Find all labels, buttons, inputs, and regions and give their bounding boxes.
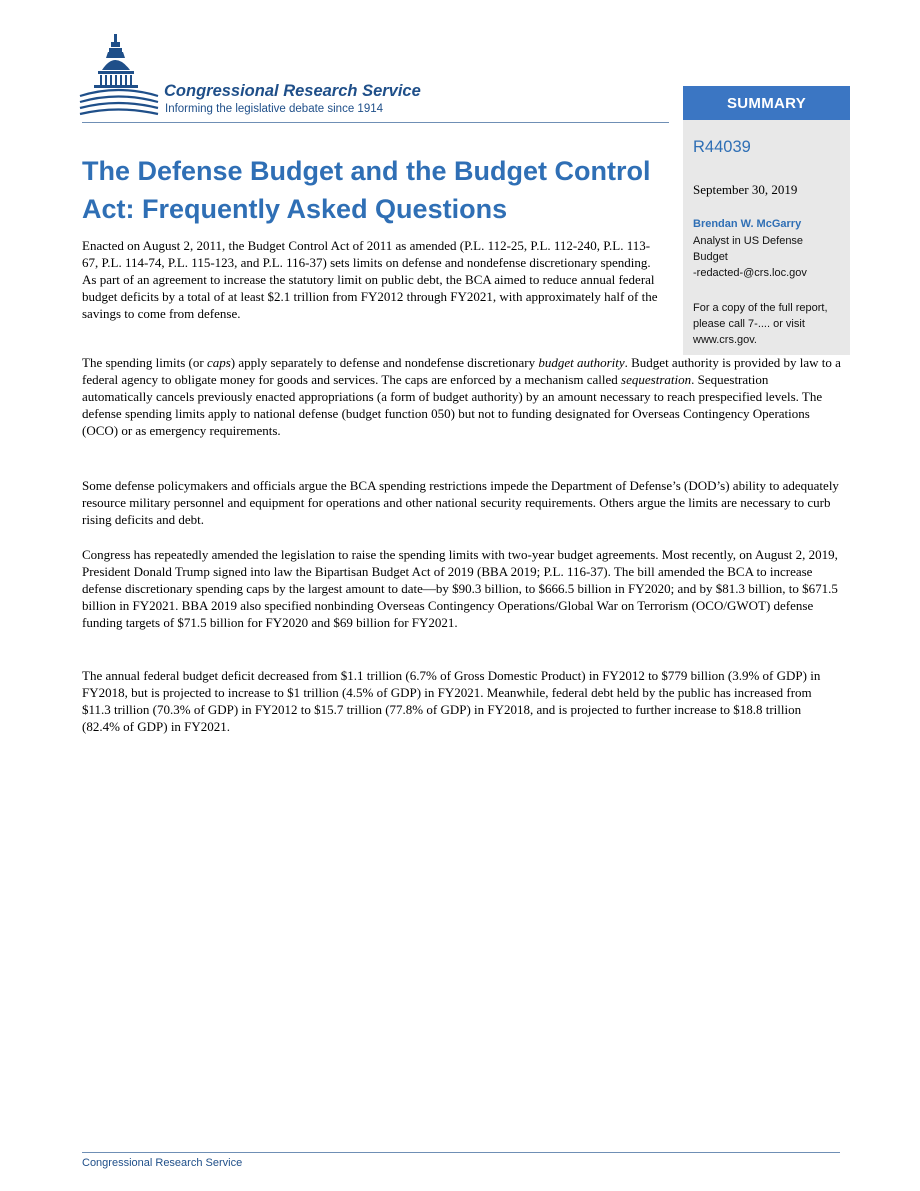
text-run: The spending limits (or <box>82 355 207 370</box>
copy-note: For a copy of the full report, please call 7-.... or visit www.crs.gov. <box>693 302 828 346</box>
term-sequestration: sequestration <box>621 372 692 387</box>
paragraph-2 <box>82 354 842 439</box>
footer-divider <box>82 1152 840 1153</box>
header-divider <box>82 122 669 123</box>
author-title-line-2: Budget <box>693 251 728 263</box>
text-run: . Budget authority is provided by law to a federal agency to obligate money for goods and services. The caps are enforced by a mechanism called <box>82 355 841 387</box>
footer-text: Congressional Research Service <box>82 1157 243 1169</box>
term-caps: caps <box>206 355 231 370</box>
author-name: Brendan W. McGarry <box>693 218 802 230</box>
paragraph-3: Some defense policymakers and officials argue the BCA spending restrictions impede the Department of Defense’s (DOD’s) ability to adequately resource military personnel and equipment for operations and other national security requirements. Others argue the limits are necessary to curb rising deficits and debt. <box>82 478 839 527</box>
summary-sidebar <box>683 86 850 355</box>
paragraph-4: Congress has repeatedly amended the legislation to raise the spending limits with two-year budget agreements. Most recently, on August 2, 2019, President Donald Trump signed into law the Bipartisan Budget Act of 2019 (BBA 2019; P.L. 116-37). The bill amended the BCA to increase defense discretionary spending caps by the largest amount to date—by $90.3 billion, to $666.5 billion in FY2020; and by $81.3 billion, to $671.5 billion in FY2021. BBA 2019 also specified nonbinding Overseas Contingency Operations/Global War on Terrorism (OCO/GWOT) defense funding targets of $71.5 billion for FY2020 and $69 billion for FY2021. <box>82 547 838 630</box>
summary-heading: SUMMARY <box>683 86 850 120</box>
text-run: . Sequestration automatically cancels previously enacted appropriations (a form of budget authority) by an amount necessary to reach prespecified levels. The defense spending limits apply to national defense (budget function 050) but not to funding designated for Overseas Contingency Operations (OCO) or as emergency requirements. <box>82 372 823 438</box>
capitol-dome-icon <box>78 34 160 124</box>
org-tagline: Informing the legislative debate since 1914 <box>165 103 384 115</box>
term-budget-authority: budget authority <box>538 355 625 370</box>
report-date: September 30, 2019 <box>693 182 798 197</box>
org-name: Congressional Research Service <box>164 82 421 100</box>
author-email: -redacted-@crs.loc.gov <box>693 267 807 279</box>
report-id: R44039 <box>693 138 751 156</box>
crs-logo <box>78 34 478 124</box>
paragraph-5: The annual federal budget deficit decreased from $1.1 trillion (6.7% of Gross Domestic Product) in FY2012 to $779 billion (3.9% of GDP) in FY2018, but is projected to increase to $1 trillion (4.5% of GDP) in FY2021. Meanwhile, federal debt held by the public has increased from $11.3 trillion (70.3% of GDP) in FY2012 to $15.7 trillion (77.8% of GDP) in FY2018, and is projected to further increase to $18.8 trillion (82.4% of GDP) in FY2021. <box>82 668 821 734</box>
text-run: ) apply separately to defense and nondefense discretionary <box>230 355 539 370</box>
paragraph-1: Enacted on August 2, 2011, the Budget Control Act of 2011 as amended (P.L. 112-25, P.L. 112-240, P.L. 113-67, P.L. 114-74, P.L. 115-123, and P.L. 116-37) sets limits on defense and nondefense discretionary spending. As part of an agreement to increase the statutory limit on public debt, the BCA aimed to reduce annual federal budget deficits by a total of at least $2.1 trillion from FY2012 through FY2021, with approximately half of the savings to come from defense. <box>82 238 658 321</box>
document-title: The Defense Budget and the Budget Control Act: Frequently Asked Questions <box>82 156 651 224</box>
author-title-line-1: Analyst in US Defense <box>693 235 804 247</box>
